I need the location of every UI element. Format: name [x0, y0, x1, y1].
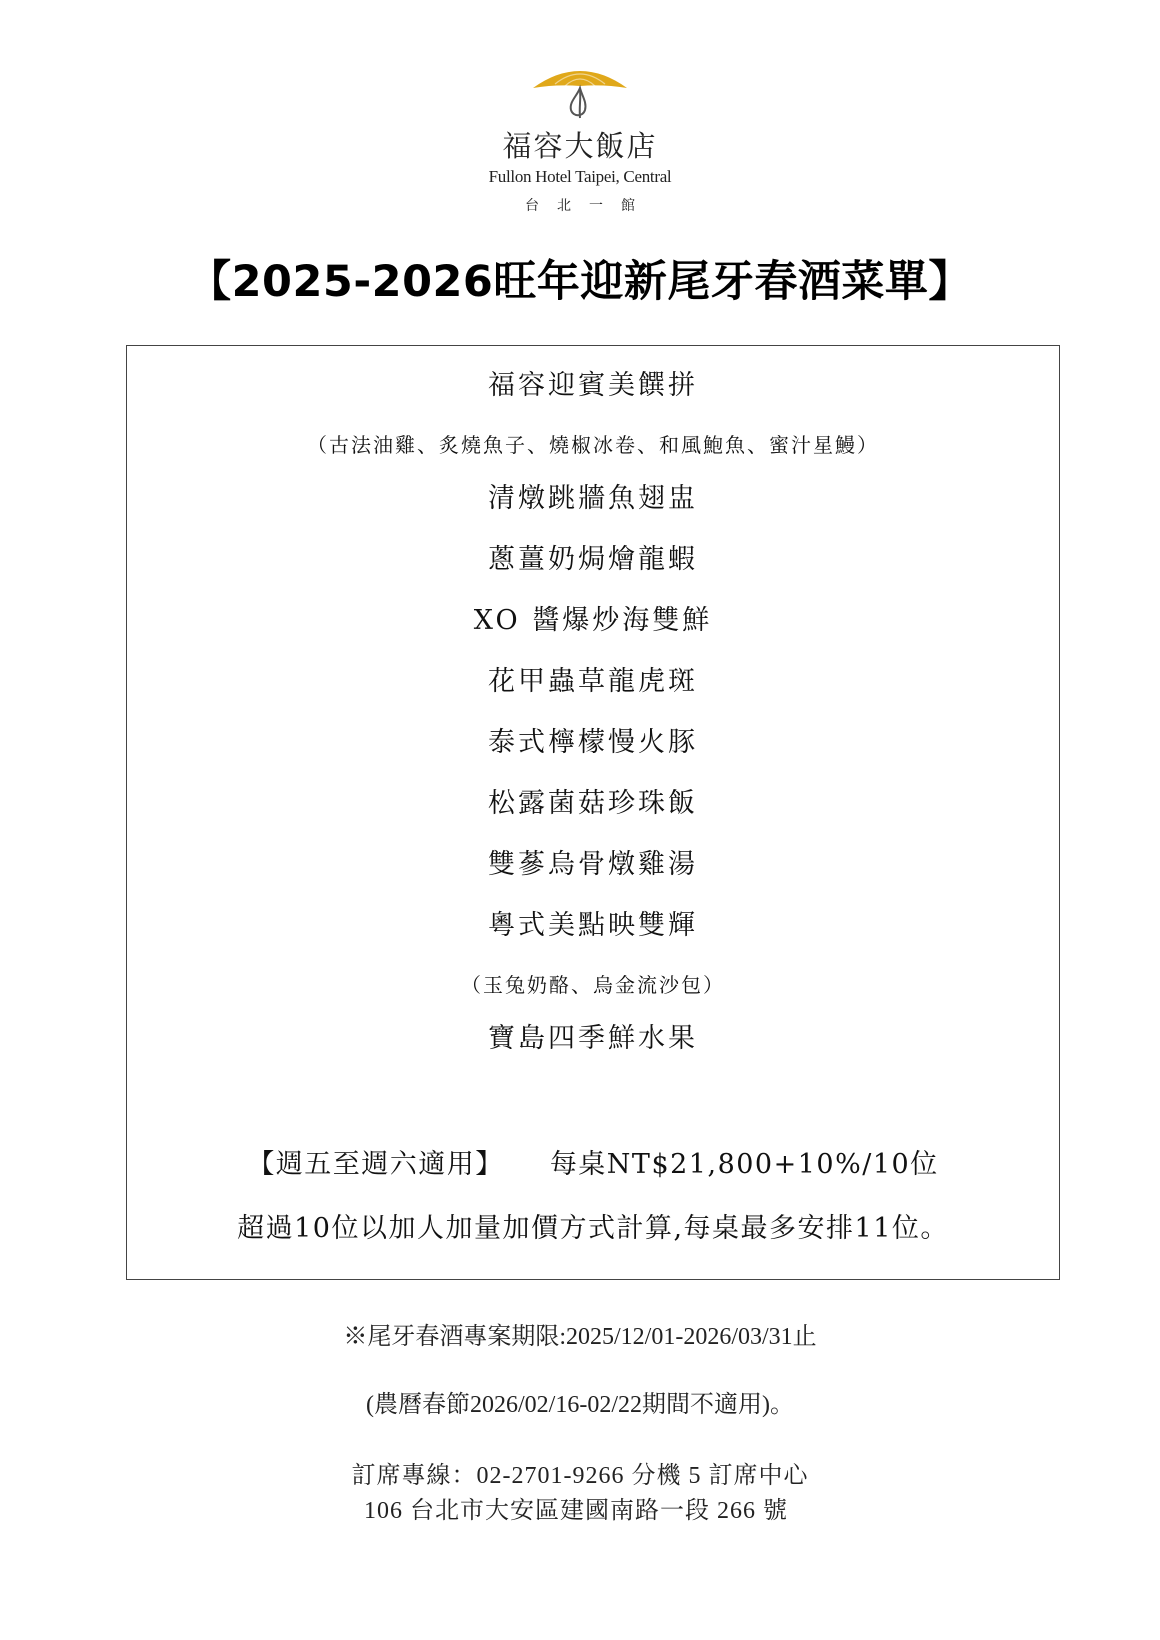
dish-item: [127, 368, 1059, 429]
dish-item: [127, 481, 1059, 542]
booking-hotline: 訂席專線：02-2701-9266 分機 5 訂席中心: [351, 1463, 809, 1489]
dish-name: 花甲蟲草龍虎斑: [488, 666, 698, 697]
dish-name: 清燉跳牆魚翅盅: [488, 483, 698, 514]
dish-name: 泰式檸檬慢火豚: [488, 727, 698, 758]
dish-item: [127, 725, 1059, 786]
dish-list: [127, 368, 1059, 1082]
dish-name: 雙蔘烏骨燉雞湯: [488, 849, 698, 880]
menu-box: [126, 345, 1060, 1280]
hotel-address: 106 台北市大安區建國南路一段 266 號: [364, 1498, 788, 1524]
dish-note: （玉兔奶酪、烏金流沙包）: [461, 973, 725, 997]
dish-item: [127, 1021, 1059, 1082]
fullon-logo-icon: [525, 62, 635, 120]
promo-period: ※尾牙春酒專案期限:2025/12/01-2026/03/31止: [343, 1324, 817, 1350]
dish-name: 松露菌菇珍珠飯: [488, 788, 698, 819]
dish-name: 蔥薑奶焗燴龍蝦: [488, 544, 698, 575]
menu-title: 【2025-2026旺年迎新尾牙春酒菜單】: [188, 257, 972, 307]
dish-name: 寶島四季鮮水果: [488, 1023, 698, 1054]
price-line: [127, 1142, 1059, 1181]
extra-guest-rule: 超過10位以加人加量加價方式計算,每桌最多安排11位。: [237, 1213, 949, 1244]
hotel-name-cn: 福容大飯店: [502, 129, 658, 163]
table-price: 每桌NT$21,800+10%/10位: [549, 1149, 939, 1180]
dish-name: 福容迎賓美饌拼: [488, 370, 698, 401]
hotel-logo: [0, 62, 1160, 215]
dish-name: 粵式美點映雙輝: [488, 910, 698, 941]
dish-item: [127, 664, 1059, 725]
dish-note: （古法油雞、炙燒魚子、燒椒冰卷、和風鮑魚、蜜汁星鰻）: [307, 433, 879, 457]
dish-item: [127, 542, 1059, 603]
hotel-branch: 台北一館: [525, 198, 653, 214]
dish-item: [127, 786, 1059, 847]
dish-item: [127, 847, 1059, 908]
applicable-days: 【週五至週六適用】: [247, 1149, 504, 1180]
dish-item: [127, 908, 1059, 969]
dish-name: XO 醬爆炒海雙鮮: [473, 605, 713, 636]
hotel-name-en: Fullon Hotel Taipei, Central: [488, 167, 672, 186]
dish-item: [127, 603, 1059, 664]
holiday-exclusion: (農曆春節2026/02/16-02/22期間不適用)。: [366, 1392, 794, 1418]
